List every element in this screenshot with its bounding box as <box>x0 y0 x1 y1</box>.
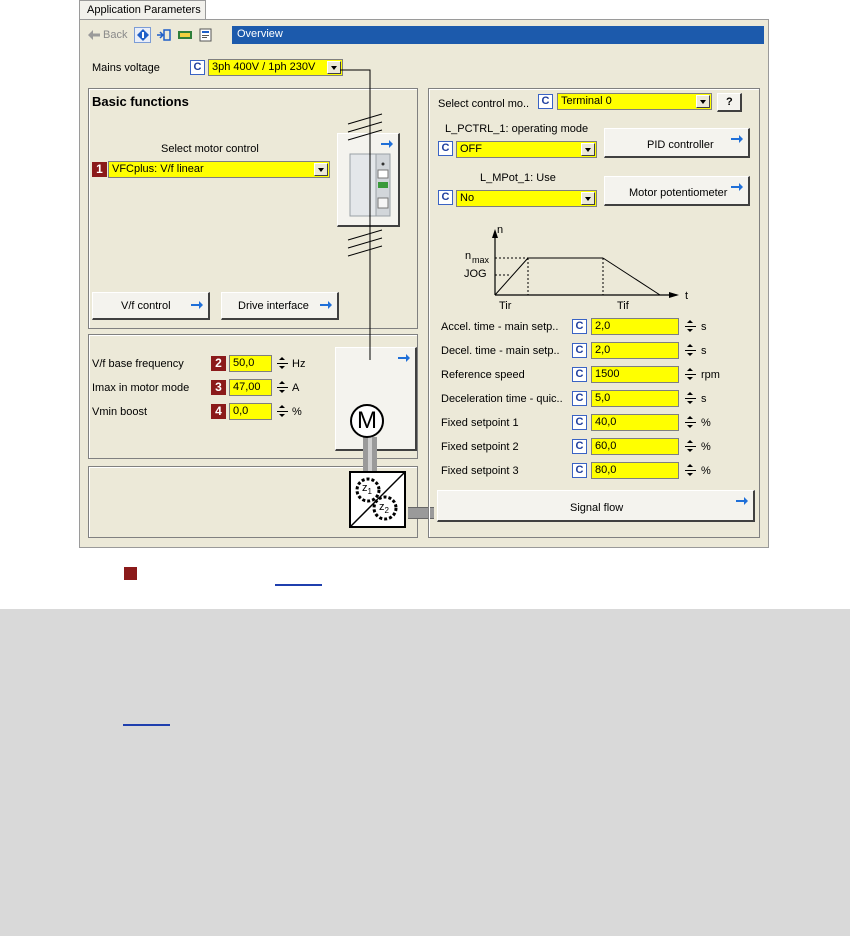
gear1-label: $z_1$ <box>362 482 372 497</box>
vf-base-frequency-input[interactable]: 50,0 <box>229 355 272 372</box>
arrow-right-icon <box>736 496 748 506</box>
chevron-down-icon <box>327 61 341 74</box>
toolbar <box>88 26 214 44</box>
spinner-arrows-icon[interactable] <box>684 462 697 479</box>
help-button[interactable] <box>717 93 742 112</box>
chevron-down-icon <box>696 95 710 108</box>
spinner-arrows-icon[interactable] <box>276 379 289 396</box>
jog-label: JOG <box>464 268 487 280</box>
gear2-label: $z_2$ <box>379 501 389 516</box>
parameter-label: Fixed setpoint 3 <box>441 465 519 477</box>
unit-label: % <box>701 441 711 453</box>
parameter-c-button[interactable]: C <box>572 319 587 334</box>
unit-label: % <box>701 465 711 477</box>
parameter-label: Reference speed <box>441 369 525 381</box>
drive-interface-label: Drive interface <box>238 300 309 312</box>
parameter-c-button[interactable]: C <box>572 415 587 430</box>
drive-interface-button[interactable] <box>221 292 339 320</box>
control-mode-select[interactable] <box>557 93 712 110</box>
mpot-value: No <box>460 192 475 204</box>
back-arrow-icon <box>88 30 100 40</box>
chevron-down-icon <box>581 192 595 205</box>
parameter-input[interactable]: 80,0 <box>591 462 679 479</box>
spinner-arrows-icon[interactable] <box>684 390 697 407</box>
signal-flow-button[interactable] <box>437 490 755 522</box>
unit-label: % <box>292 406 302 418</box>
import-icon[interactable] <box>155 27 172 43</box>
arrow-right-icon <box>731 134 743 144</box>
parameter-input[interactable]: 40,0 <box>591 414 679 431</box>
parameter-input[interactable]: 1500 <box>591 366 679 383</box>
badge-4: 4 <box>211 404 226 419</box>
param-left-label: Imax in motor mode <box>92 382 190 394</box>
control-mode-label: Select control mo.. <box>438 98 530 110</box>
mpot-c-button[interactable]: C <box>438 190 453 205</box>
control-mode-c-button[interactable]: C <box>538 94 553 109</box>
spinner-arrows-icon[interactable] <box>684 342 697 359</box>
mains-c-button[interactable]: C <box>190 60 205 75</box>
pid-controller-button[interactable] <box>604 128 750 158</box>
chevron-down-icon <box>581 143 595 156</box>
gearbox-icon <box>349 471 406 528</box>
vf-control-label: V/f control <box>121 300 171 312</box>
unit-label: Hz <box>292 358 306 370</box>
link-underline[interactable] <box>275 584 322 586</box>
note-box <box>0 609 850 936</box>
spinner-arrows-icon[interactable] <box>276 355 289 372</box>
parameter-label: Fixed setpoint 1 <box>441 417 519 429</box>
motor-control-value: VFCplus: V/f linear <box>112 163 204 175</box>
tir-label: Tir <box>499 300 512 312</box>
param-left-label: V/f base frequency <box>92 358 184 370</box>
vmin-boost-input[interactable]: 0,0 <box>229 403 272 420</box>
badge-1-legend <box>124 567 137 580</box>
nmax-sub-label: max <box>472 255 490 265</box>
nmax-label: n <box>465 250 472 262</box>
badge-3: 3 <box>211 380 226 395</box>
unit-label: % <box>701 417 711 429</box>
pid-controller-label: PID controller <box>647 139 714 151</box>
parameter-input[interactable]: 2,0 <box>591 318 679 335</box>
tif-label: Tif <box>617 300 629 312</box>
param-left-label: Vmin boost <box>92 406 148 418</box>
chevron-down-icon <box>314 163 328 176</box>
mains-voltage-select[interactable] <box>208 59 343 76</box>
wiring-diagram <box>340 60 440 540</box>
pctrl-label: L_PCTRL_1: operating mode <box>445 123 589 135</box>
mains-voltage-label: Mains voltage <box>92 62 160 74</box>
motor-symbol-icon <box>350 404 384 438</box>
back-button[interactable] <box>88 29 127 41</box>
motor-potentiometer-label: Motor potentiometer <box>629 187 728 199</box>
parameter-input[interactable]: 5,0 <box>591 390 679 407</box>
pctrl-select[interactable] <box>456 141 597 158</box>
parameter-label: Fixed setpoint 2 <box>441 441 519 453</box>
back-label: Back <box>103 29 128 41</box>
motor-control-select[interactable] <box>108 161 330 178</box>
arrow-right-icon <box>191 300 203 310</box>
motor-symbol-label: M <box>357 407 377 434</box>
motor-potentiometer-button[interactable] <box>604 176 750 206</box>
terminal-icon[interactable] <box>176 27 193 43</box>
control-mode-value: Terminal 0 <box>561 95 612 107</box>
imax-motor-mode-input[interactable]: 47,00 <box>229 379 272 396</box>
unit-label: s <box>701 321 707 333</box>
parameter-c-button[interactable]: C <box>572 391 587 406</box>
ramp-diagram <box>455 225 695 315</box>
parameter-label: Accel. time - main setp.. <box>441 321 559 333</box>
unit-label: A <box>292 382 300 394</box>
spinner-arrows-icon[interactable] <box>684 414 697 431</box>
parameters-frame <box>79 19 769 548</box>
pctrl-c-button[interactable]: C <box>438 141 453 156</box>
t-axis-label: t <box>685 290 689 302</box>
n-axis-label: n <box>497 225 504 236</box>
unit-label: rpm <box>701 369 720 381</box>
link-underline[interactable] <box>123 724 170 726</box>
spinner-arrows-icon[interactable] <box>276 403 289 420</box>
vf-control-button[interactable] <box>92 292 210 320</box>
parameter-input[interactable]: 60,0 <box>591 438 679 455</box>
badge-1: 1 <box>92 162 107 177</box>
mpot-label: L_MPot_1: Use <box>480 172 556 184</box>
signal-flow-label: Signal flow <box>570 502 624 514</box>
spinner-arrows-icon[interactable] <box>684 438 697 455</box>
basic-functions-title: Basic functions <box>92 94 189 109</box>
pctrl-value: OFF <box>460 143 482 155</box>
arrow-right-icon <box>320 300 332 310</box>
mpot-select[interactable] <box>456 190 597 207</box>
select-motor-control-label: Select motor control <box>161 143 259 155</box>
parameter-input[interactable]: 2,0 <box>591 342 679 359</box>
arrow-right-icon <box>731 182 743 192</box>
properties-icon[interactable] <box>197 27 214 43</box>
tab-application-parameters[interactable]: Application Parameters <box>79 0 206 20</box>
unit-label: s <box>701 393 707 405</box>
overview-bar: Overview <box>232 26 764 44</box>
parameter-label: Deceleration time - quic.. <box>441 393 563 405</box>
help-label: ? <box>726 96 733 108</box>
application-window <box>79 0 769 548</box>
parameter-c-button[interactable]: C <box>572 463 587 478</box>
parameter-c-button[interactable]: C <box>572 367 587 382</box>
parameter-c-button[interactable]: C <box>572 439 587 454</box>
spinner-arrows-icon[interactable] <box>684 318 697 335</box>
parameter-label: Decel. time - main setp.. <box>441 345 560 357</box>
unit-label: s <box>701 345 707 357</box>
home-diamond-icon[interactable] <box>134 27 151 43</box>
spinner-arrows-icon[interactable] <box>684 366 697 383</box>
parameter-c-button[interactable]: C <box>572 343 587 358</box>
badge-2: 2 <box>211 356 226 371</box>
mains-voltage-value: 3ph 400V / 1ph 230V <box>212 61 316 73</box>
